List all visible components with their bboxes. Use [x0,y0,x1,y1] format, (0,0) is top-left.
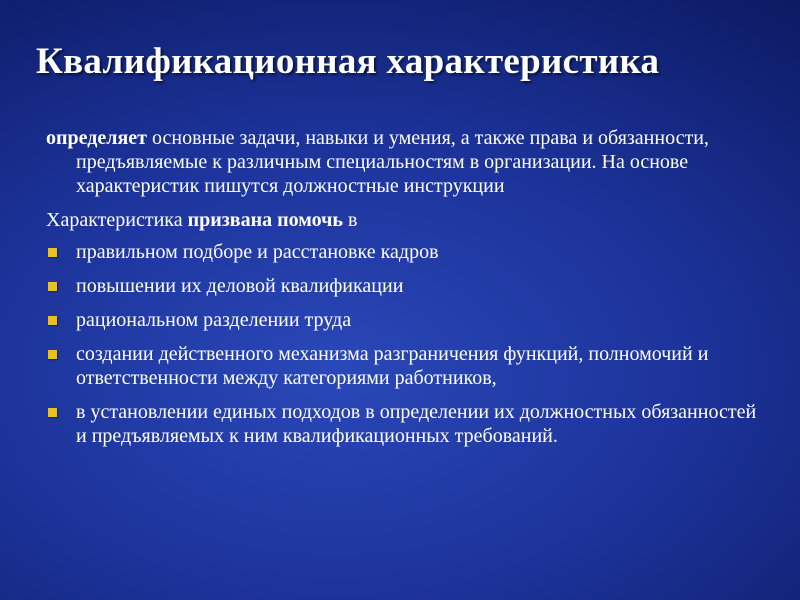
slide-body [46,126,758,458]
intro-text: основные задачи, навыки и умения, а также права и обязанности, предъявляемые к различным специальностям в организации. На основе характеристик пишутся должностные инструкции [76,127,709,197]
intro-paragraph [46,126,758,198]
purpose-bold: призвана помочь [187,209,343,231]
yellow-square-bullet-icon [48,350,57,359]
yellow-square-bullet-icon [48,248,57,257]
bullet-list [46,240,758,448]
intro-bold-term: определяет [46,127,147,149]
slide-title: Квалификационная характеристика [36,41,660,82]
list-item [46,400,758,448]
list-item [46,240,758,264]
bullet-text: правильном подборе и расстановке кадров [76,241,439,263]
purpose-line [46,208,758,232]
bullet-text: рациональном разделении труда [76,309,352,331]
purpose-prefix: Характеристика [46,209,188,231]
list-item [46,274,758,298]
yellow-square-bullet-icon [48,408,57,417]
yellow-square-bullet-icon [48,282,57,291]
purpose-suffix: в [342,209,358,231]
list-item [46,308,758,332]
list-item [46,342,758,390]
bullet-text: в установлении единых подходов в определении их должностных обязанностей и предъявляемых к ним квалификационных требований. [76,401,757,447]
bullet-text: повышении их деловой квалификации [76,275,404,297]
yellow-square-bullet-icon [48,316,57,325]
bullet-text: создании действенного механизма разграничения функций, полномочий и ответственности между категориями работников, [76,343,709,389]
